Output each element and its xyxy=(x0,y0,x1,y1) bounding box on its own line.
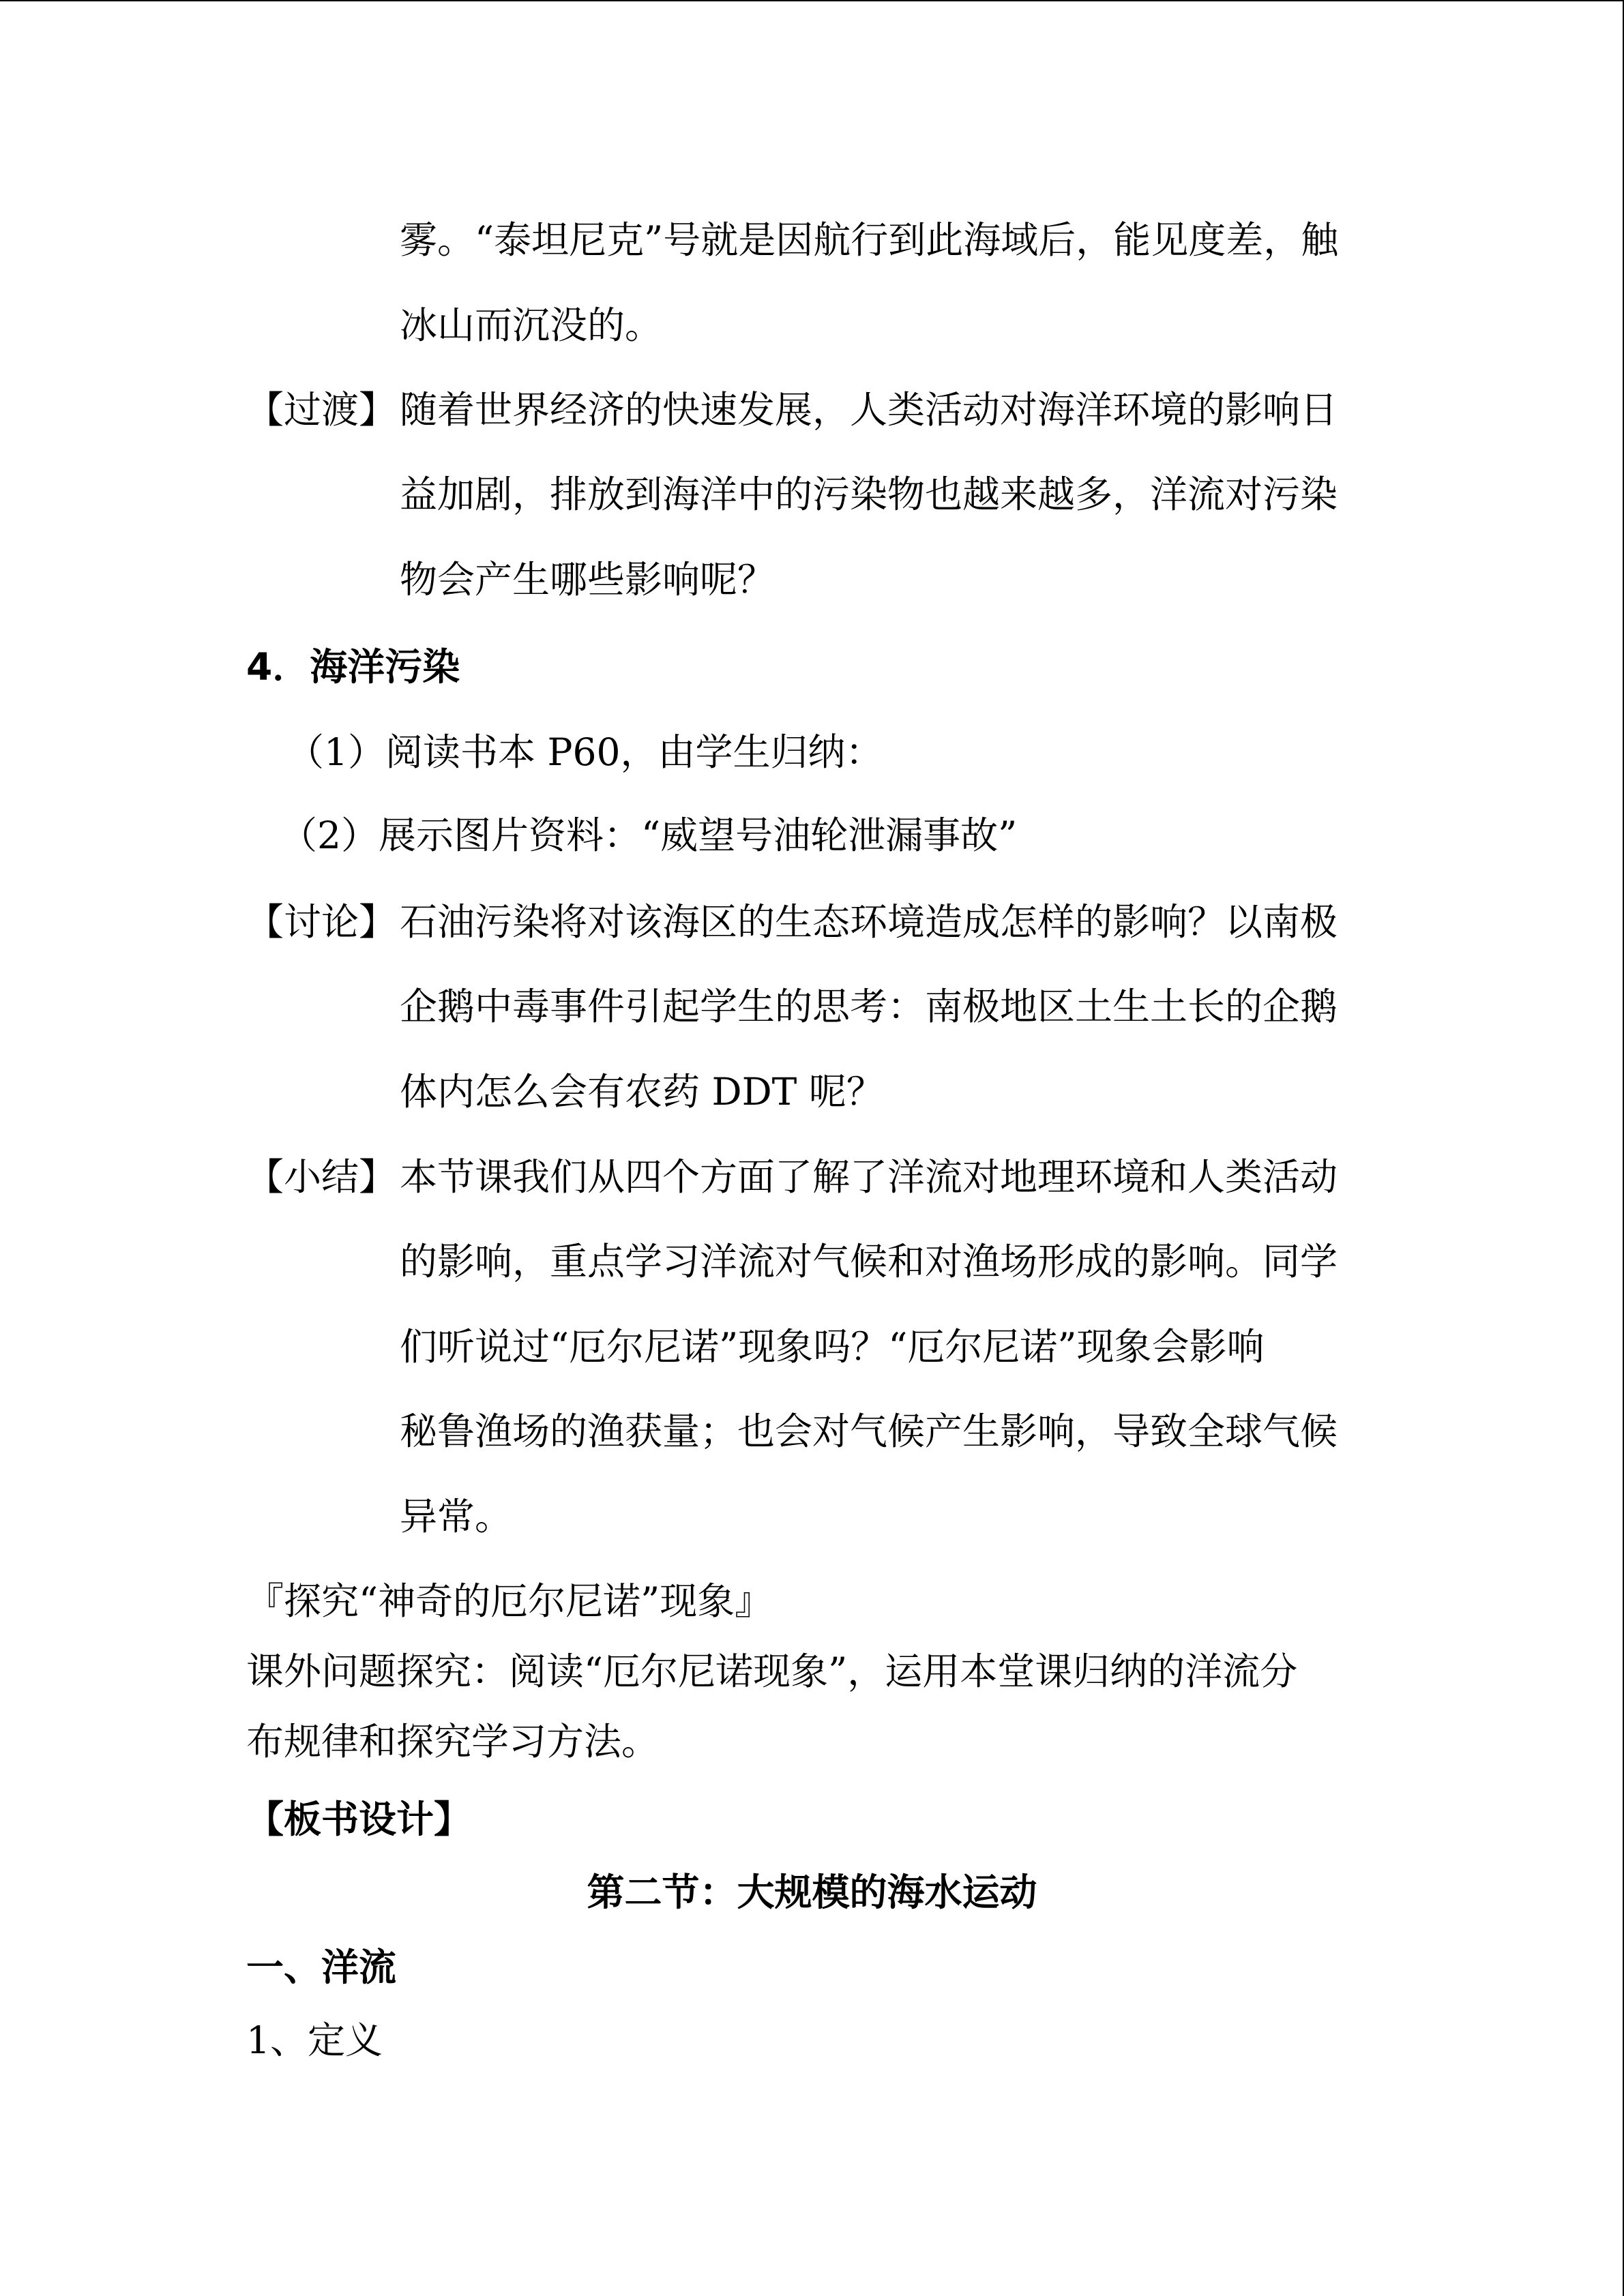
discussion-tag: 【讨论】 xyxy=(246,900,397,944)
inquiry-title: 『探究“神奇的厄尔尼诺”现象』 xyxy=(246,1579,773,1623)
inquiry-line: 课外问题探究：阅读“厄尔尼诺现象”，运用本堂课归纳的洋流分 xyxy=(246,1650,1298,1693)
board-design-heading: 【板书设计】 xyxy=(246,1798,472,1841)
transition-line: 益加剧，排放到海洋中的污染物也越来越多，洋流对污染 xyxy=(400,473,1338,516)
inquiry-line: 布规律和探究学习方法。 xyxy=(246,1720,660,1763)
transition-tag: 【过渡】 xyxy=(246,388,397,432)
summary-line: 异常。 xyxy=(400,1495,513,1538)
discussion-line: 石油污染将对该海区的生态环境造成怎样的影响？以南极 xyxy=(400,900,1338,944)
board-item: 1、定义 xyxy=(246,2018,383,2062)
continuation-line: 冰山而沉没的。 xyxy=(400,303,663,347)
summary-line: 本节课我们从四个方面了解了洋流对地理环境和人类活动 xyxy=(400,1155,1338,1199)
discussion-line: 企鹅中毒事件引起学生的思考：南极地区土生土长的企鹅 xyxy=(400,985,1338,1028)
summary-tag: 【小结】 xyxy=(246,1155,397,1199)
summary-line: 的影响，重点学习洋流对气候和对渔场形成的影响。同学 xyxy=(400,1240,1338,1283)
discussion-line: 体内怎么会有农药 DDT 呢？ xyxy=(400,1070,884,1114)
summary-line: 们听说过“厄尔尼诺”现象吗？“厄尔尼诺”现象会影响 xyxy=(400,1325,1265,1369)
list-item: （2）展示图片资料：“威望号油轮泄漏事故” xyxy=(280,814,1018,857)
summary-line: 秘鲁渔场的渔获量；也会对气候产生影响，导致全球气候 xyxy=(400,1410,1338,1453)
transition-line: 物会产生哪些影响呢？ xyxy=(400,558,776,601)
transition-line: 随着世界经济的快速发展，人类活动对海洋环境的影响日 xyxy=(400,388,1338,432)
board-design-title: 第二节：大规模的海水运动 xyxy=(587,1870,1037,1914)
continuation-line: 雾。“泰坦尼克”号就是因航行到此海域后，能见度差，触 xyxy=(400,218,1339,262)
section-heading: 4．海洋污染 xyxy=(246,645,460,689)
list-item: （1）阅读书本 P60，由学生归纳： xyxy=(286,730,883,774)
board-section-heading: 一、洋流 xyxy=(246,1945,397,1989)
